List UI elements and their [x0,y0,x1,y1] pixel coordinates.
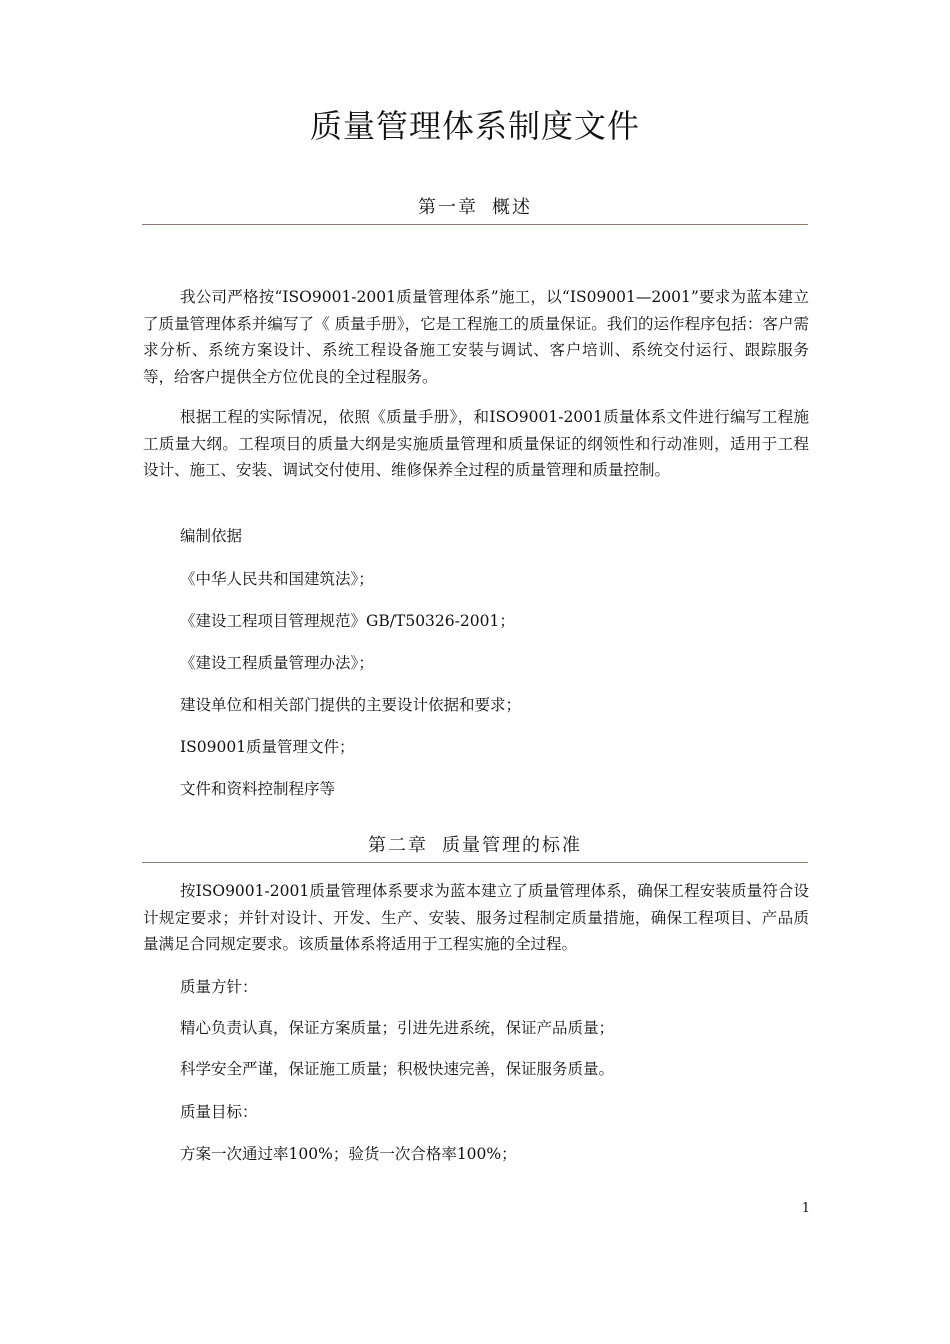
basis-item-2: 《建设工程项目管理规范》GB/T50326-2001； [180,612,515,630]
chapter-1-name: 概述 [492,197,532,218]
quality-policy-heading: 质量方针： [180,978,258,996]
chapter-2-name: 质量管理的标准 [442,835,582,856]
chapter-2-number: 第二章 [368,835,428,856]
basis-item-3: 《建设工程质量管理办法》； [180,654,374,672]
chapter-1-paragraph-1: 我公司严格按“ISO9001-2001质量管理体系”施工，以“IS09001—2001”要求为蓝本建立了质量管理体系并编写了《 质量手册》，它是工程施工的质量保证。我们的运作程序包括：客户需求分析、系统方案设计、系统工程设备施工安装与调试、客户培训、系统交付运行、跟踪服务等，给客户提供全方位优良的全过程服务。 [143,288,809,386]
chapter-1-paragraph-2: 根据工程的实际情况，依照《质量手册》，和ISO9001-2001质量体系文件进行编写工程施工质量大纲。工程项目的质量大纲是实施质量管理和质量保证的纲领性和行动准则，适用于工程设计、施工、安装、调试交付使用、维修保养全过程的质量管理和质量控制。 [143,408,809,479]
quality-policy-line-1: 精心负责认真，保证方案质量；引进先进系统，保证产品质量； [180,1019,615,1037]
chapter-1-number: 第一章 [418,197,478,218]
chapter-2-paragraph: 按ISO9001-2001质量管理体系要求为蓝本建立了质量管理体系，确保工程安装质量符合设计规定要求；并针对设计、开发、生产、安装、服务过程制定质量措施，确保工程项目、产品质量满足合同规定要求。该质量体系将适用于工程实施的全过程。 [143,882,809,953]
quality-goal-heading: 质量目标： [180,1103,258,1121]
chapter-1-heading [142,194,808,225]
quality-goal-line-1: 方案一次通过率100%；验货一次合格率100%； [180,1145,517,1163]
quality-policy-line-2: 科学安全严谨，保证施工质量；积极快速完善，保证服务质量。 [180,1060,615,1078]
basis-item-5: IS09001质量管理文件； [180,738,355,756]
basis-heading: 编制依据 [180,527,243,545]
chapter-2-heading [142,832,808,863]
basis-item-4: 建设单位和相关部门提供的主要设计依据和要求； [180,696,522,714]
page-number: 1 [801,1201,810,1216]
basis-item-1: 《中华人民共和国建筑法》； [180,570,374,588]
basis-item-6: 文件和资料控制程序等 [180,780,336,798]
document-title: 质量管理体系制度文件 [309,107,640,145]
